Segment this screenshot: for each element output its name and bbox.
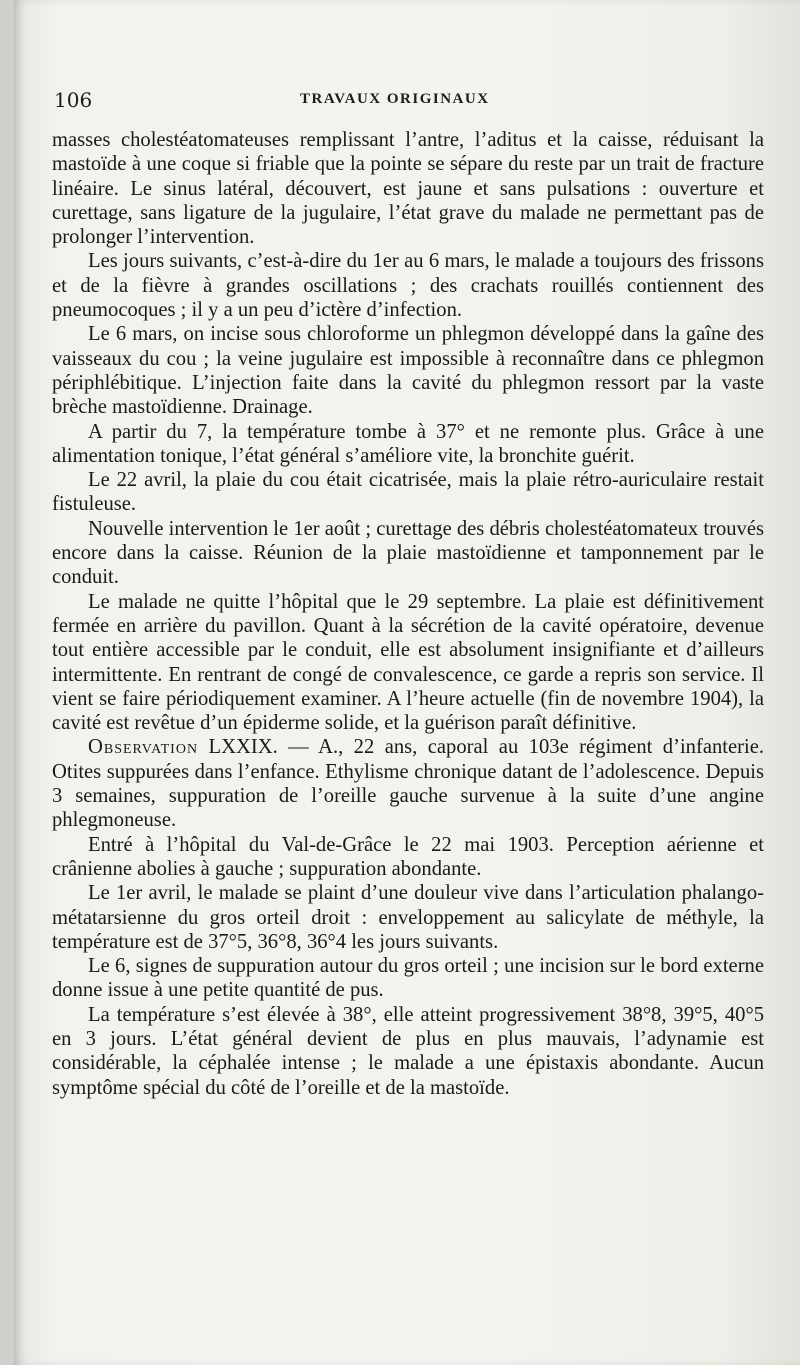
- paragraph: A partir du 7, la température tombe à 37° et ne remonte plus. Grâce à une alimentation tonique, l’état général s’améliore vite, la bronchite guérit.: [52, 420, 764, 467]
- paragraph: Le malade ne quitte l’hôpital que le 29 septembre. La plaie est définitivement fermée en arrière du pavillon. Quant à la sécrétion de la cavité opératoire, devenue tout entière accessible par le conduit, elle est absolument insignifiante et d’ailleurs intermittente. En rentrant de congé de convalescence, ce garde a repris son service. Il vient se faire périodiquement examiner. A l’heure actuelle (fin de novembre 1904), la cavité est revêtue d’un épiderme solide, et la guérison paraît définitive.: [52, 590, 764, 735]
- paragraph: La température s’est élevée à 38°, elle atteint progressivement 38°8, 39°5, 40°5 en 3 jours. L’état général devient de plus en plus mauvais, l’adynamie est considérable, la céphalée intense ; le malade a une épistaxis abondante. Aucun symptôme spécial du côté de l’oreille et de la mastoïde.: [52, 1003, 764, 1099]
- book-page: [14, 0, 800, 1365]
- page-header: [54, 88, 754, 118]
- paragraph: Le 6, signes de suppuration autour du gros orteil ; une incision sur le bord externe donne issue à une petite quantité de pus.: [52, 955, 764, 1002]
- observation-text: — A., 22 ans, caporal au 103e régiment d’infanterie. Otites suppurées dans l’enfance. Ethylisme chronique datant de l’adolescence. Depuis 3 semaines, suppuration de l’oreille gauche survenue à la suite d’une angine phlegmoneuse.: [52, 736, 764, 832]
- paragraph: Nouvelle intervention le 1er août ; curettage des débris cholestéatomateux trouvés encore dans la caisse. Réunion de la plaie mastoïdienne et tamponnement par le conduit.: [52, 517, 764, 589]
- observation-number: LXXIX.: [208, 736, 278, 759]
- paragraph: Entré à l’hôpital du Val-de-Grâce le 22 mai 1903. Perception aérienne et crânienne abolies à gauche ; suppuration abondante.: [52, 833, 764, 880]
- observation-label: Observation: [88, 736, 199, 759]
- running-head: TRAVAUX ORIGINAUX: [300, 91, 490, 107]
- paragraph: Le 1er avril, le malade se plaint d’une douleur vive dans l’articulation phalango-métatarsienne du gros orteil droit : enveloppement au salicylate de méthyle, la température est de 37°5, 36°8, 36°4 les jours suivants.: [52, 882, 764, 953]
- body-text: [52, 128, 764, 1100]
- paragraph: Le 6 mars, on incise sous chloroforme un phlegmon développé dans la gaîne des vaisseaux du cou ; la veine jugulaire est impossible à reconnaître dans ce phlegmon périphlébitique. L’injection faite dans la cavité du phlegmon ressort par la vaste brèche mastoïdienne. Drainage.: [52, 323, 764, 419]
- paragraph: masses cholestéatomateuses remplissant l’antre, l’aditus et la caisse, réduisant la mastoïde à une coque si friable que la pointe se sépare du reste par un trait de fracture linéaire. Le sinus latéral, découvert, est jaune et sans pulsations : ouverture et curettage, sans ligature de la jugulaire, l’état grave du malade ne permettant pas de prolonger l’intervention.: [52, 129, 764, 249]
- paragraph: Les jours suivants, c’est-à-dire du 1er au 6 mars, le malade a toujours des frissons et de la fièvre à grandes oscillations ; des crachats rouillés contiennent des pneumocoques ; il y a un peu d’ictère d’infection.: [52, 250, 764, 322]
- paragraph: Le 22 avril, la plaie du cou était cicatrisée, mais la plaie rétro-auriculaire restait fistuleuse.: [52, 469, 764, 516]
- page-number: 106: [54, 88, 93, 112]
- observation-paragraph: [52, 735, 764, 832]
